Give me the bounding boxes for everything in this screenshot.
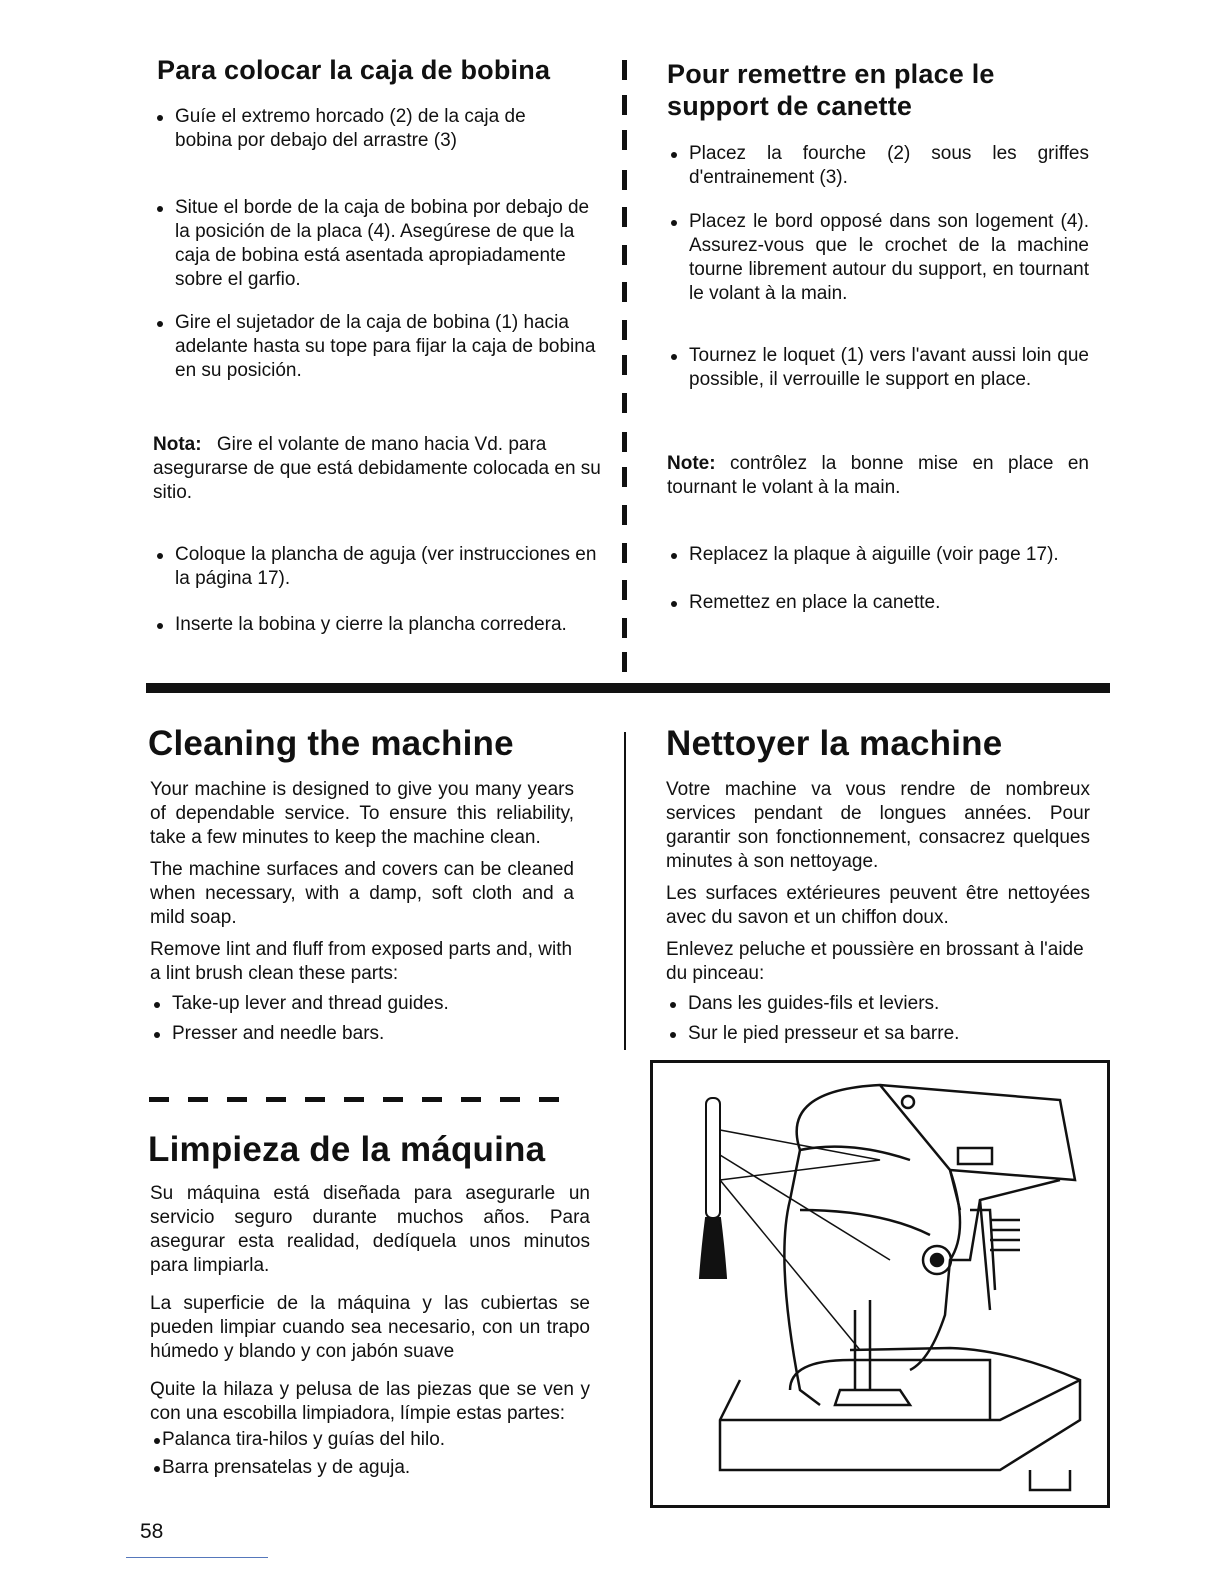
list-item: Guíe el extremo horcado (2) de la caja de bobina por debajo del arrastre (3)	[153, 105, 573, 153]
bullet-list	[150, 992, 574, 1046]
note-es	[153, 433, 603, 505]
change-bar	[622, 432, 627, 452]
bullet-list-es-a	[153, 105, 573, 153]
note-text: contrôlez la bonne mise en place en tournant le volant à la main.	[667, 453, 1089, 498]
list-item: Tournez le loquet (1) vers l'avant aussi loin que possible, il verrouille le support en place.	[667, 344, 1089, 392]
note-label: Note:	[667, 453, 716, 474]
change-bar	[622, 505, 627, 525]
change-bar	[622, 245, 627, 265]
bullet-list	[666, 992, 1090, 1046]
change-bar	[622, 95, 627, 115]
change-bar	[622, 130, 627, 150]
list-item: Presser and needle bars.	[150, 1022, 574, 1046]
change-bar	[622, 60, 627, 80]
change-bar	[622, 652, 627, 672]
bullet-list-es-b	[153, 196, 593, 292]
paragraph: La superficie de la máquina y las cubiertas se pueden limpiar cuando sea necesario, con un trapo húmedo y blando y con jabón suave	[150, 1293, 590, 1362]
list-item: Dans les guides-fils et leviers.	[666, 992, 1090, 1016]
paragraph: Your machine is designed to give you many years of dependable service. To ensure this reliability, take a few minutes to keep the machine clean.	[150, 779, 574, 848]
list-item: Replacez la plaque à aiguille (voir page 17).	[667, 543, 1107, 567]
bullet-list-fr-a	[667, 142, 1089, 306]
list-item: Situe el borde de la caja de bobina por debajo de la posición de la placa (4). Asegúrese de que la caja de bobina está asentada apropiadamente sobre el garfio.	[153, 196, 593, 292]
note-text: Gire el volante de mano hacia Vd. para asegurarse de que está debidamente colocada en su sitio.	[153, 434, 601, 503]
change-bar	[622, 580, 627, 600]
bullet-list-fr-b	[667, 344, 1089, 392]
list-item: Inserte la bobina y cierre la plancha corredera.	[153, 613, 603, 637]
section-heading-cleaning-es: Limpieza de la máquina	[148, 1130, 546, 1169]
change-bar	[622, 618, 627, 638]
page-number: 58	[140, 1520, 164, 1543]
change-bar	[622, 320, 627, 340]
column-rule	[624, 732, 626, 1050]
paragraph: Enlevez peluche et poussière en brossant à l'aide du pinceau:	[666, 939, 1084, 984]
dashed-separator	[149, 1097, 559, 1102]
section-heading-es-bobbin: Para colocar la caja de bobina	[157, 55, 551, 85]
change-bar	[622, 170, 627, 190]
section-divider	[146, 683, 1110, 693]
list-item: Placez le bord opposé dans son logement (4). Assurez-vous que le crochet de la machine tourne librement autour du support, en tournant le volant à la main.	[667, 210, 1089, 306]
footer-rule	[126, 1557, 268, 1558]
list-item: Barra prensatelas y de aguja.	[150, 1456, 590, 1480]
paragraph: Su máquina está diseñada para asegurarle un servicio seguro durante muchos años. Para asegurar esta realidad, dedíquela unos minutos para limpiarla.	[150, 1183, 590, 1276]
section-heading-fr-bobbin: Pour remettre en place le support de canette	[667, 59, 995, 121]
change-bar	[622, 393, 627, 413]
cleaning-fr-body	[666, 778, 1090, 1046]
bullet-list	[150, 1428, 590, 1480]
list-item: Gire el sujetador de la caja de bobina (1) hacia adelante hasta su tope para fijar la caja de bobina en su posición.	[153, 311, 608, 383]
change-bar	[622, 355, 627, 375]
change-bar	[622, 207, 627, 227]
list-item: Placez la fourche (2) sous les griffes d'entrainement (3).	[667, 142, 1089, 190]
list-item: Take-up lever and thread guides.	[150, 992, 574, 1016]
bullet-list-es-c	[153, 311, 608, 383]
change-bar	[622, 282, 627, 302]
paragraph: Quite la hilaza y pelusa de las piezas que se ven y con una escobilla limpiadora, límpie estas partes:	[150, 1379, 590, 1424]
cleaning-es-body	[150, 1182, 590, 1480]
section-heading-cleaning-en: Cleaning the machine	[148, 724, 514, 763]
list-item: Coloque la plancha de aguja (ver instrucciones en la página 17).	[153, 543, 603, 591]
bullet-list-es-d	[153, 543, 603, 637]
list-item: Remettez en place la canette.	[667, 591, 1107, 615]
paragraph: The machine surfaces and covers can be cleaned when necessary, with a damp, soft cloth and a mild soap.	[150, 859, 574, 928]
paragraph: Les surfaces extérieures peuvent être nettoyées avec du savon et un chiffon doux.	[666, 883, 1090, 928]
change-bar	[622, 543, 627, 563]
sewing-machine-illustration	[650, 1060, 1110, 1508]
list-item: Sur le pied presseur et sa barre.	[666, 1022, 1090, 1046]
paragraph: Votre machine va vous rendre de nombreux services pendant de longues années. Pour garantir son fonctionnement, consacrez quelques minutes à son nettoyage.	[666, 779, 1090, 872]
bullet-list-fr-c	[667, 543, 1107, 615]
note-label: Nota:	[153, 434, 202, 455]
change-bar	[622, 467, 627, 487]
paragraph: Remove lint and fluff from exposed parts and, with a lint brush clean these parts:	[150, 939, 573, 984]
note-fr	[667, 452, 1089, 500]
section-heading-cleaning-fr: Nettoyer la machine	[666, 724, 1003, 763]
list-item: Palanca tira-hilos y guías del hilo.	[150, 1428, 590, 1452]
cleaning-en-body	[150, 778, 574, 1046]
